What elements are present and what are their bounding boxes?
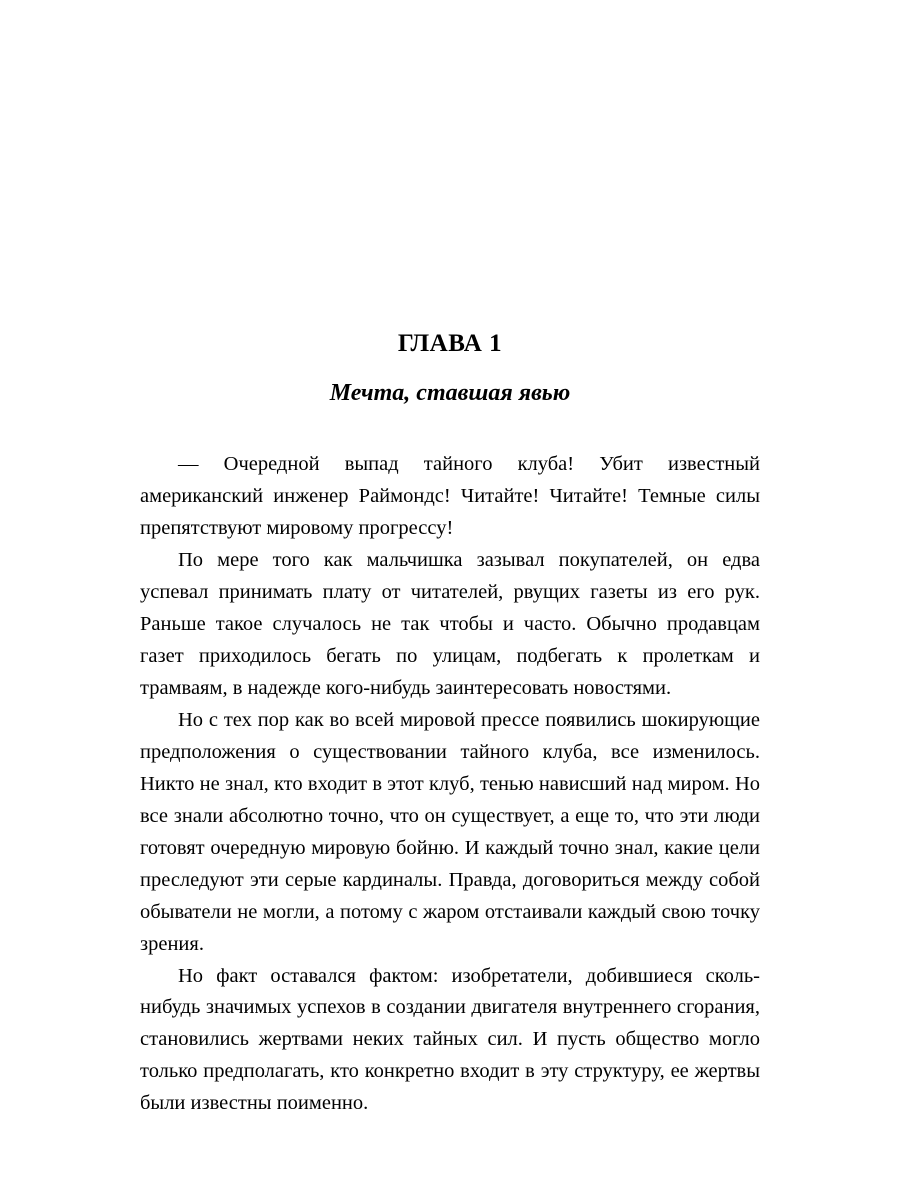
paragraph: Но факт оставался фактом: изобретатели, добившиеся сколь-нибудь значимых успехов в создании двигателя внутреннего сгорания, становились жертвами неких тайных сил. И пусть общество могло только предполагать, кто конкретно входит в эту структуру, ее жертвы были известны поименно.	[140, 964, 760, 1115]
paragraph: Но с тех пор как во всей мировой прессе появились шокирующие предположения о существовании тайного клуба, все изменилось. Никто не знал, кто входит в этот клуб, тенью нависший над миром. Но все знали абсолютно точно, что он существует, а еще то, что эти люди готовят очередную мировую бойню. И каждый точно знал, какие цели преследуют эти серые кардиналы. Правда, договориться между собой обыватели не могли, а потому с жаром отстаивали каждый свою точку зрения.	[140, 708, 760, 955]
chapter-heading: ГЛАВА 1	[397, 330, 503, 357]
paragraph: По мере того как мальчишка зазывал покупателей, он едва успевал принимать плату от читателей, рвущих газеты из его рук. Раньше такое случалось не так чтобы и часто. Обычно продавцам газет приходилось бегать по улицам, подбегать к пролеткам и трамваям, в надежде кого-нибудь заинтересовать новостями.	[140, 548, 760, 699]
chapter-subtitle: Мечта, ставшая явью	[329, 380, 571, 406]
page-content	[140, 330, 760, 1120]
body-text	[140, 449, 760, 1120]
paragraph: — Очередной выпад тайного клуба! Убит известный американский инженер Раймондс! Читайте! Читайте! Темные силы препятствуют мировому прогрессу!	[140, 453, 760, 539]
